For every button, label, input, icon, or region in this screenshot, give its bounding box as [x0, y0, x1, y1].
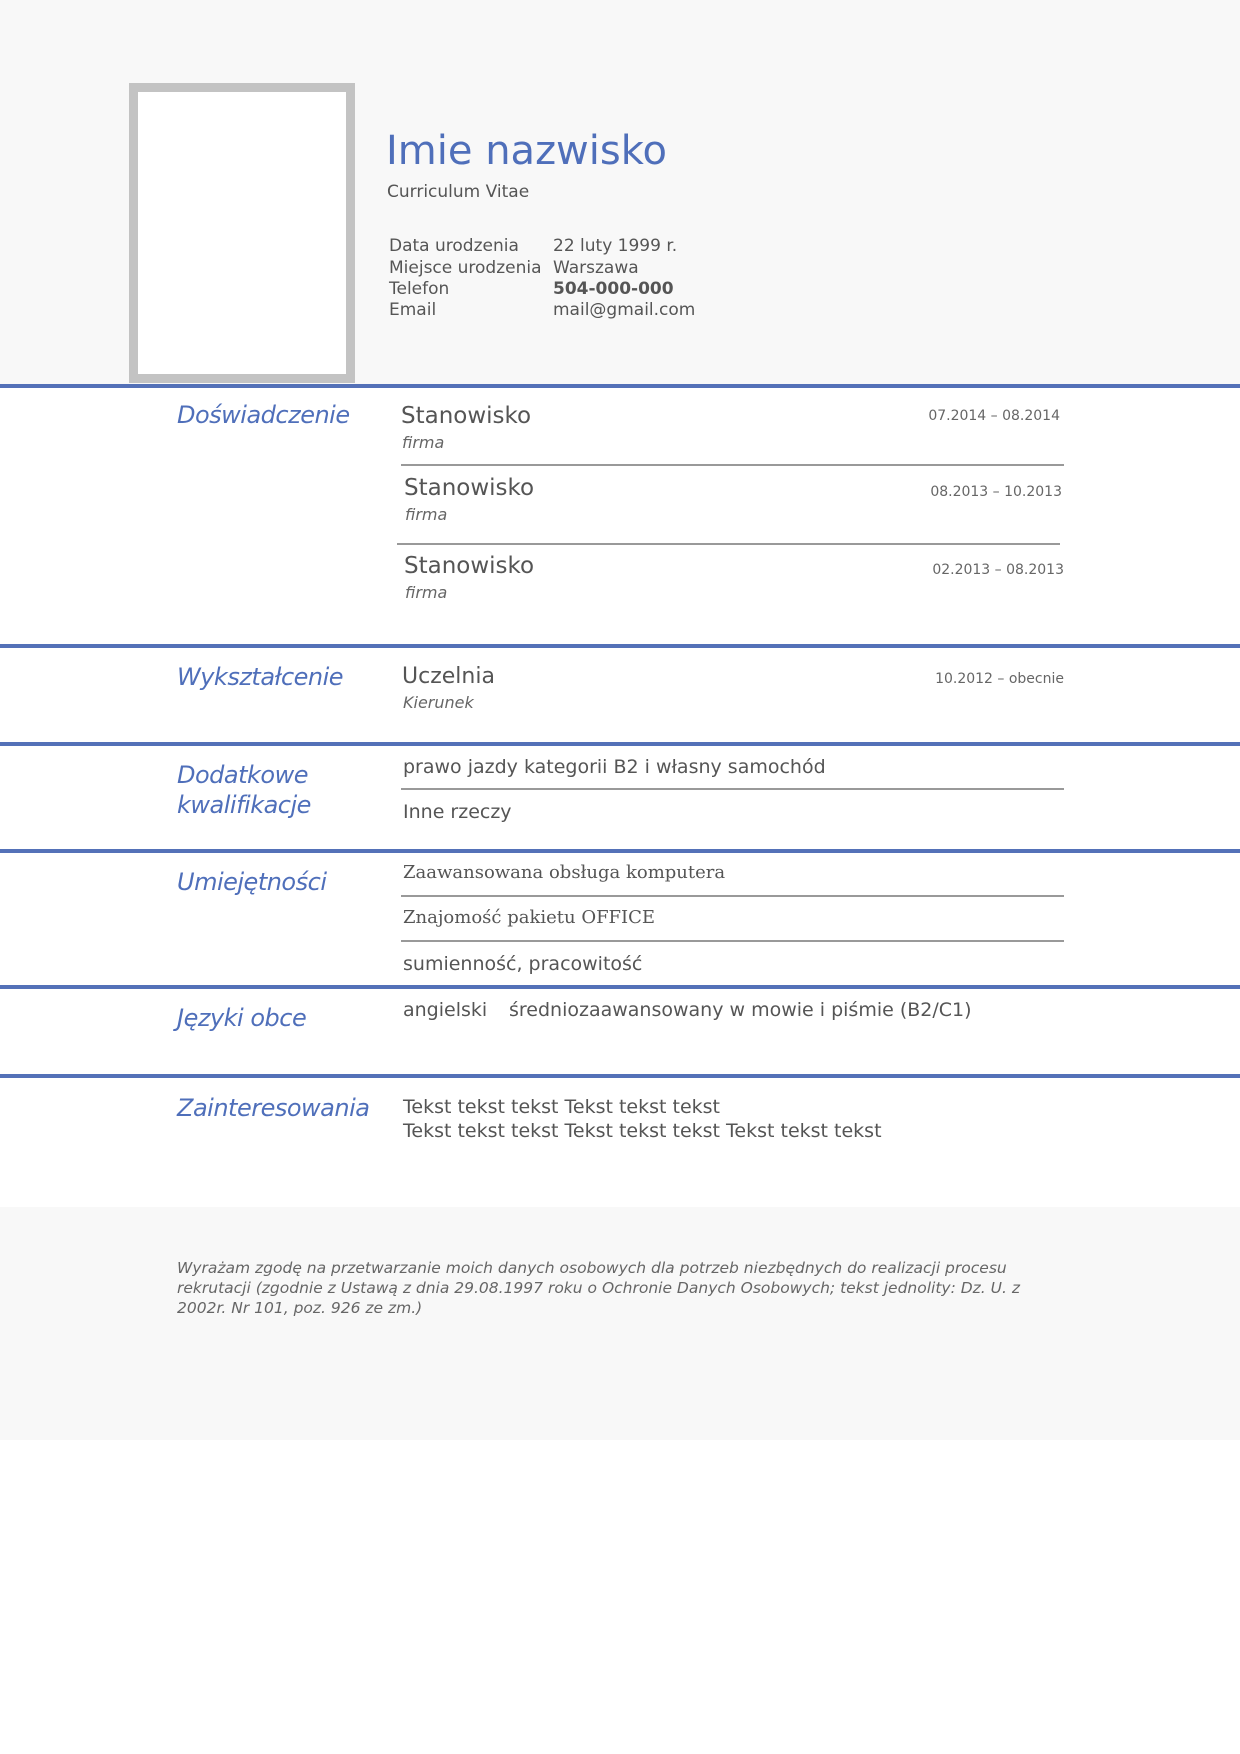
- section-divider: [0, 985, 1240, 989]
- qualification-item: prawo jazdy kategorii B2 i własny samochód: [403, 756, 826, 778]
- section-divider: [0, 644, 1240, 648]
- section-divider: [0, 742, 1240, 746]
- section-divider: [0, 849, 1240, 853]
- skill-item: Zaawansowana obsługa komputera: [403, 862, 726, 883]
- person-name: Imie nazwisko: [386, 128, 667, 174]
- section-title-languages: Języki obce: [177, 1004, 307, 1032]
- entry-separator: [401, 940, 1064, 942]
- section-title-qualifications: [177, 760, 311, 820]
- job-dates: 07.2014 – 08.2014: [928, 408, 1060, 424]
- education-dates: 10.2012 – obecnie: [935, 671, 1064, 687]
- info-label-phone: Telefon: [389, 279, 450, 299]
- info-label-birthplace: Miejsce urodzenia: [389, 258, 542, 278]
- info-value-birthplace: Warszawa: [553, 258, 639, 278]
- interests-line: Tekst tekst tekst Tekst tekst tekst Tekst tekst tekst: [403, 1120, 882, 1142]
- job-position: Stanowisko: [404, 475, 535, 501]
- entry-separator: [401, 464, 1064, 466]
- info-value-phone: 504-000-000: [553, 279, 674, 299]
- language-level: średniozaawansowany w mowie i piśmie (B2/C1): [509, 999, 972, 1021]
- job-position: Stanowisko: [401, 403, 532, 429]
- document-subtitle: Curriculum Vitae: [387, 182, 530, 202]
- entry-separator: [401, 895, 1064, 897]
- photo-placeholder: [129, 83, 355, 383]
- section-title-experience: Doświadczenie: [177, 401, 350, 429]
- skill-item: Znajomość pakietu OFFICE: [403, 907, 656, 928]
- job-company: firma: [402, 433, 445, 452]
- section-divider: [0, 1074, 1240, 1078]
- info-value-birthdate: 22 luty 1999 r.: [553, 236, 678, 256]
- job-company: firma: [405, 583, 448, 602]
- job-position: Stanowisko: [404, 553, 535, 579]
- info-label-email: Email: [389, 300, 437, 320]
- section-title-interests: Zainteresowania: [177, 1094, 370, 1122]
- skill-item: sumienność, pracowitość: [403, 953, 643, 975]
- field-of-study: Kierunek: [403, 693, 474, 712]
- section-title-line: Dodatkowe: [177, 761, 308, 789]
- language-name: angielski: [403, 999, 488, 1021]
- entry-separator: [397, 543, 1060, 545]
- school-name: Uczelnia: [402, 664, 495, 689]
- interests-line: Tekst tekst tekst Tekst tekst tekst: [403, 1096, 720, 1118]
- info-value-email[interactable]: mail@gmail.com: [553, 300, 696, 320]
- section-title-education: Wykształcenie: [177, 663, 344, 691]
- info-label-birthdate: Data urodzenia: [389, 236, 519, 256]
- qualification-item: Inne rzeczy: [403, 801, 512, 823]
- section-divider: [0, 384, 1240, 388]
- job-dates: 08.2013 – 10.2013: [930, 484, 1062, 500]
- job-company: firma: [405, 505, 448, 524]
- data-processing-consent: Wyrażam zgodę na przetwarzanie moich danych osobowych dla potrzeb niezbędnych do realizacji procesu rekrutacji (zgodnie z Ustawą z dnia 29.08.1997 roku o Ochronie Danych Osobowych; tekst jednolity: Dz. U. z 2002r. Nr 101, poz. 926 ze zm.): [177, 1259, 1020, 1317]
- section-title-line: kwalifikacje: [177, 791, 311, 819]
- section-title-skills: Umiejętności: [177, 868, 327, 896]
- footer-background: [0, 1207, 1240, 1440]
- job-dates: 02.2013 – 08.2013: [932, 562, 1064, 578]
- entry-separator: [401, 788, 1064, 790]
